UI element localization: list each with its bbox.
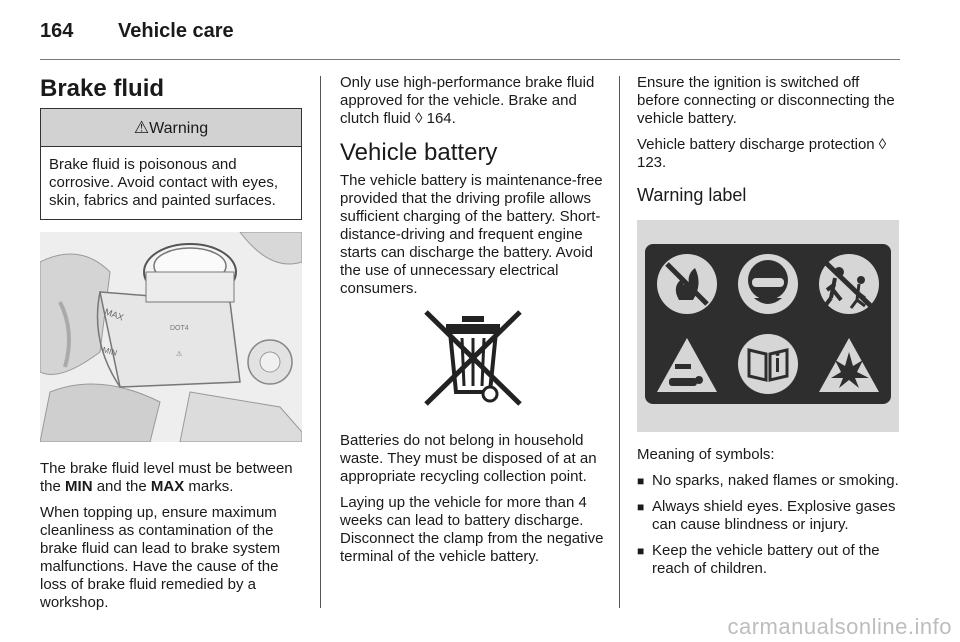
section-title-vehicle-battery: Vehicle battery	[340, 139, 498, 166]
keep-away-from-children-icon	[819, 254, 879, 314]
column-3	[637, 74, 902, 586]
svg-text:MAX: MAX	[103, 306, 126, 323]
paragraph-laying-up: Laying up the vehicle for more than 4 weeks can lead to battery discharge. Disconnect the clamp from the negative terminal of the vehicle battery.	[340, 494, 604, 565]
svg-text:MIN: MIN	[101, 345, 118, 358]
eye-protection-icon	[738, 254, 798, 314]
paragraph-discharge-protection: Vehicle battery discharge protection ◊ 123.	[637, 136, 887, 171]
no-flames-icon	[657, 254, 717, 314]
column-divider	[320, 76, 321, 608]
paragraph-fluid-approval: Only use high-performance brake fluid approved for the vehicle. Brake and clutch fluid ◊ 164.	[340, 74, 595, 127]
warning-heading-text: Warning	[149, 120, 209, 137]
corrosive-acid-icon	[657, 338, 717, 392]
warning-heading	[41, 109, 301, 147]
column-2	[340, 74, 606, 574]
crossed-out-bin-icon	[340, 306, 606, 410]
page-number: 164	[40, 20, 74, 42]
warning-label-symbols	[645, 244, 891, 404]
column-1	[40, 74, 306, 620]
warning-triangle-icon: ⚠	[133, 118, 150, 137]
paragraph-fluid-level: The brake fluid level must be between the MIN and the MAX marks.	[40, 460, 293, 495]
list-item: ■ No sparks, naked flames or smoking.	[637, 472, 902, 490]
paragraph-household-waste: Batteries do not belong in household waste. They must be disposed of at an appropriate recycling collection point.	[340, 432, 597, 485]
page-section-title: Vehicle care	[118, 20, 234, 42]
brake-fluid-reservoir-photo	[40, 232, 302, 442]
subsection-title-warning-label: Warning label	[637, 185, 747, 205]
svg-text:DOT4: DOT4	[170, 325, 189, 332]
paragraph-meaning-of-symbols: Meaning of symbols:	[637, 446, 775, 463]
read-instructions-icon	[738, 334, 798, 394]
battery-warning-label-image	[637, 220, 899, 432]
warning-body: Brake fluid is poisonous and corrosive. Avoid contact with eyes, skin, fabrics and painted surfaces.	[49, 156, 278, 209]
section-title-brake-fluid: Brake fluid	[40, 75, 165, 102]
list-item: ■ Always shield eyes. Explosive gases can cause blindness or injury.	[637, 498, 902, 534]
symbol-meaning-list	[637, 472, 902, 578]
paragraph-topping-up: When topping up, ensure maximum cleanliness as contamination of the brake fluid can lead to brake system malfunctions. Have the cause of the loss of brake fluid remedied by a workshop.	[40, 504, 281, 611]
explosive-gas-icon	[819, 338, 879, 392]
page-header	[40, 20, 900, 60]
paragraph-maintenance-free: The vehicle battery is maintenance-free provided that the driving profile allows sufficient charging of the battery. Short-distance-driving and frequent engine starts can discharge the battery. Avoid the use of unnecessary electrical consumers.	[340, 172, 603, 297]
watermark: carmanualsonline.info	[727, 614, 952, 639]
paragraph-ignition-off: Ensure the ignition is switched off before connecting or disconnecting the vehicle battery.	[637, 74, 895, 127]
warning-box	[40, 108, 302, 220]
svg-text:⚠: ⚠	[176, 351, 183, 358]
list-item: ■ Keep the vehicle battery out of the reach of children.	[637, 542, 902, 578]
column-divider	[619, 76, 620, 608]
header-rule	[40, 59, 900, 60]
